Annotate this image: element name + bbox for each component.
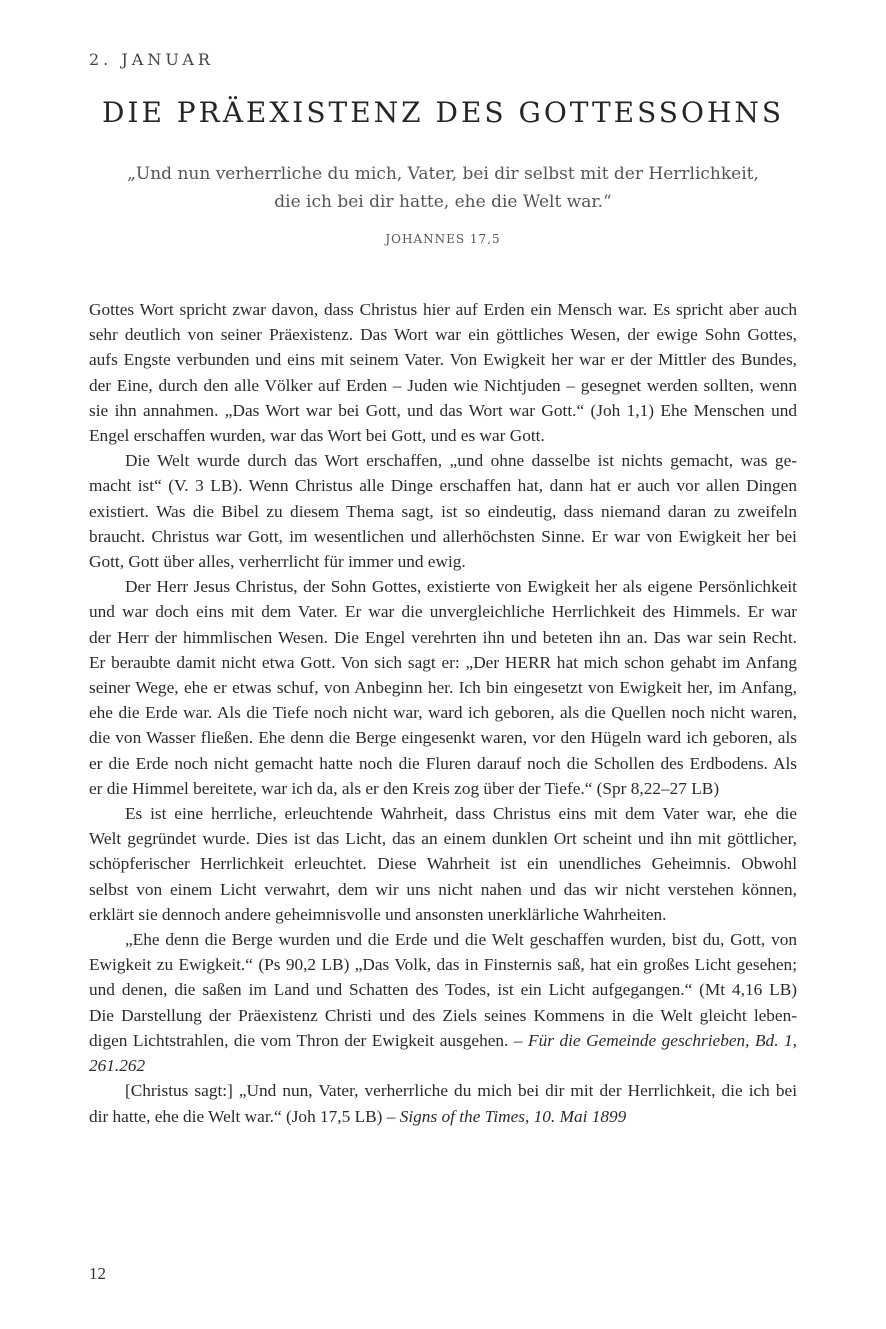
paragraph bbox=[89, 574, 797, 801]
text-line: Die Welt wurde durch das Wort erschaffen, „und ohne dasselbe ist nichts gemacht, was ge- bbox=[125, 451, 797, 471]
text-line: Der Herr Jesus Christus, der Sohn Gottes, existierte von Ewigkeit her als eigene Persönlichkeit bbox=[125, 577, 797, 597]
text-line: „Ehe denn die Berge wurden und die Erde und die Welt geschaffen wurden, bist du, Gott, von bbox=[125, 930, 797, 950]
paragraph bbox=[89, 448, 797, 574]
epigraph-line: die ich bei dir hatte, ehe die Welt war.“ bbox=[274, 192, 612, 212]
text-line: er die Erde noch nicht gemacht hatte noch die Fluren darauf noch die Schollen des Erdbodens. Als bbox=[89, 753, 797, 773]
text-segment: dir hatte, ehe die Welt war.“ (Joh 17,5 LB) – bbox=[89, 1106, 396, 1126]
text-line-with-citation bbox=[89, 1104, 797, 1129]
text-line: macht ist“ (V. 3 LB). Wenn Christus alle Dinge erschaffen hat, dann hat er auch vor allen Dingen bbox=[89, 476, 797, 496]
text-line: der Eine, durch den alle Völker auf Erden – Juden wie Nichtjuden – gesegnet werden sollten, wenn bbox=[89, 375, 797, 395]
text-line: braucht. Christus war Gott, im wesentlichen und allerhöchsten Sinne. Er war von Ewigkeit her bei bbox=[89, 526, 797, 546]
text-line: der Herr der himmlischen Wesen. Die Engel verehrten ihn und beteten ihn an. Das war sein Recht. bbox=[89, 627, 797, 647]
text-line: Gott, Gott über alles, verherrlicht für immer und ewig. bbox=[89, 552, 466, 572]
text-line: selbst von einem Licht verwahrt, dem wir uns nicht nahen und das wir nicht verstehen können, bbox=[89, 879, 797, 899]
text-line: ehe die Erde war. Als die Tiefe noch nicht war, ward ich geboren, als die Quellen noch nicht waren, bbox=[89, 703, 797, 723]
paragraph bbox=[89, 801, 797, 927]
source-citation: Signs of the Times, 10. Mai 1899 bbox=[399, 1106, 627, 1126]
text-line: Die Darstellung der Präexistenz Christi und des Ziels seines Kommens in die Welt gleicht leben- bbox=[89, 1005, 797, 1025]
text-line: Er beraubte damit nicht etwa Gott. Von sich sagt er: „Der HERR hat mich schon gehabt im Anfang bbox=[89, 652, 797, 672]
text-line: existiert. Was die Bibel zu diesem Thema sagt, ist so eindeutig, dass niemand daran zu zweifeln bbox=[89, 501, 797, 521]
text-line: er die Himmel bereitete, war ich da, als er den Kreis zog über der Tiefe.“ (Spr 8,22–27 LB) bbox=[89, 778, 720, 798]
source-citation: Für die Gemeinde geschrieben, Bd. 1, bbox=[528, 1030, 797, 1050]
text-line: und war doch eins mit dem Vater. Er war die unvergleichliche Herrlichkeit des Himmels. Er war bbox=[89, 602, 797, 622]
text-line: und denen, die saßen im Land und Schatten des Todes, ist ein Licht aufgegangen.“ (Mt 4,16 LB) bbox=[89, 980, 797, 1000]
text-line: Gottes Wort spricht zwar davon, dass Christus hier auf Erden ein Mensch war. Es spricht aber auch bbox=[89, 300, 797, 319]
text-line: [Christus sagt:] „Und nun, Vater, verherrliche du mich bei dir mit der Herrlichkeit, die ich bei bbox=[125, 1081, 797, 1101]
text-line: Engel erschaffen wurden, war das Wort bei Gott, und es war Gott. bbox=[89, 426, 545, 446]
paragraph bbox=[89, 1078, 797, 1128]
text-line-with-citation bbox=[89, 1028, 797, 1053]
text-line: aufs Engste verbunden und eins mit seinem Vater. Von Ewigkeit her war er der Mittler des Bundes, bbox=[89, 350, 797, 370]
text-line: schöpferischer Herrlichkeit erleuchtet. Diese Wahrheit ist ein unendliches Geheimnis. Obwohl bbox=[89, 854, 797, 874]
paragraph bbox=[89, 927, 797, 1078]
epigraph-quote bbox=[89, 160, 797, 216]
page-title: DIE PRÄEXISTENZ DES GOTTESSOHNS bbox=[101, 96, 785, 129]
text-line: erklärt sie dennoch andere geheimnisvolle und ansonsten unerklärliche Wahrheiten. bbox=[89, 904, 667, 924]
text-line: Es ist eine herrliche, erleuchtende Wahrheit, dass Christus eins mit dem Vater war, ehe die bbox=[125, 804, 797, 824]
text-line: Welt gegründet wurde. Dies ist das Licht, das an einem dunklen Ort scheint und ihn mit göttlicher, bbox=[89, 829, 797, 849]
text-segment: digen Lichtstrahlen, die vom Thron der Ewigkeit ausgehen. – bbox=[89, 1030, 523, 1050]
text-line: die von Wasser fließen. Ehe denn die Berge eingesenkt waren, vor den Hügeln ward ich geboren, als bbox=[89, 728, 797, 748]
epigraph-line: „Und nun verherrliche du mich, Vater, bei dir selbst mit der Herrlichkeit, bbox=[127, 164, 759, 184]
body-text bbox=[89, 297, 797, 1129]
page-number: 12 bbox=[89, 1264, 106, 1283]
text-line: sehr deutlich von seiner Präexistenz. Das Wort war ein göttliches Wesen, der ewige Sohn Gottes, bbox=[89, 325, 797, 345]
text-line: Ewigkeit zu Ewigkeit.“ (Ps 90,2 LB) „Das Volk, das in Finsternis saß, hat ein großes Licht gesehen; bbox=[89, 955, 797, 975]
text-line: sie ihn annahmen. „Das Wort war bei Gott, und das Wort war Gott.“ (Joh 1,1) Ehe Menschen und bbox=[89, 400, 797, 420]
text-line: seiner Wege, ehe er etwas schuf, von Anbeginn her. Ich bin eingesetzt von Ewigkeit her, im Anfang, bbox=[89, 678, 797, 698]
paragraph bbox=[89, 297, 797, 448]
source-citation: 261.262 bbox=[89, 1056, 146, 1076]
date-heading: 2. JANUAR bbox=[89, 50, 214, 69]
epigraph-source: JOHANNES 17,5 bbox=[385, 232, 501, 246]
